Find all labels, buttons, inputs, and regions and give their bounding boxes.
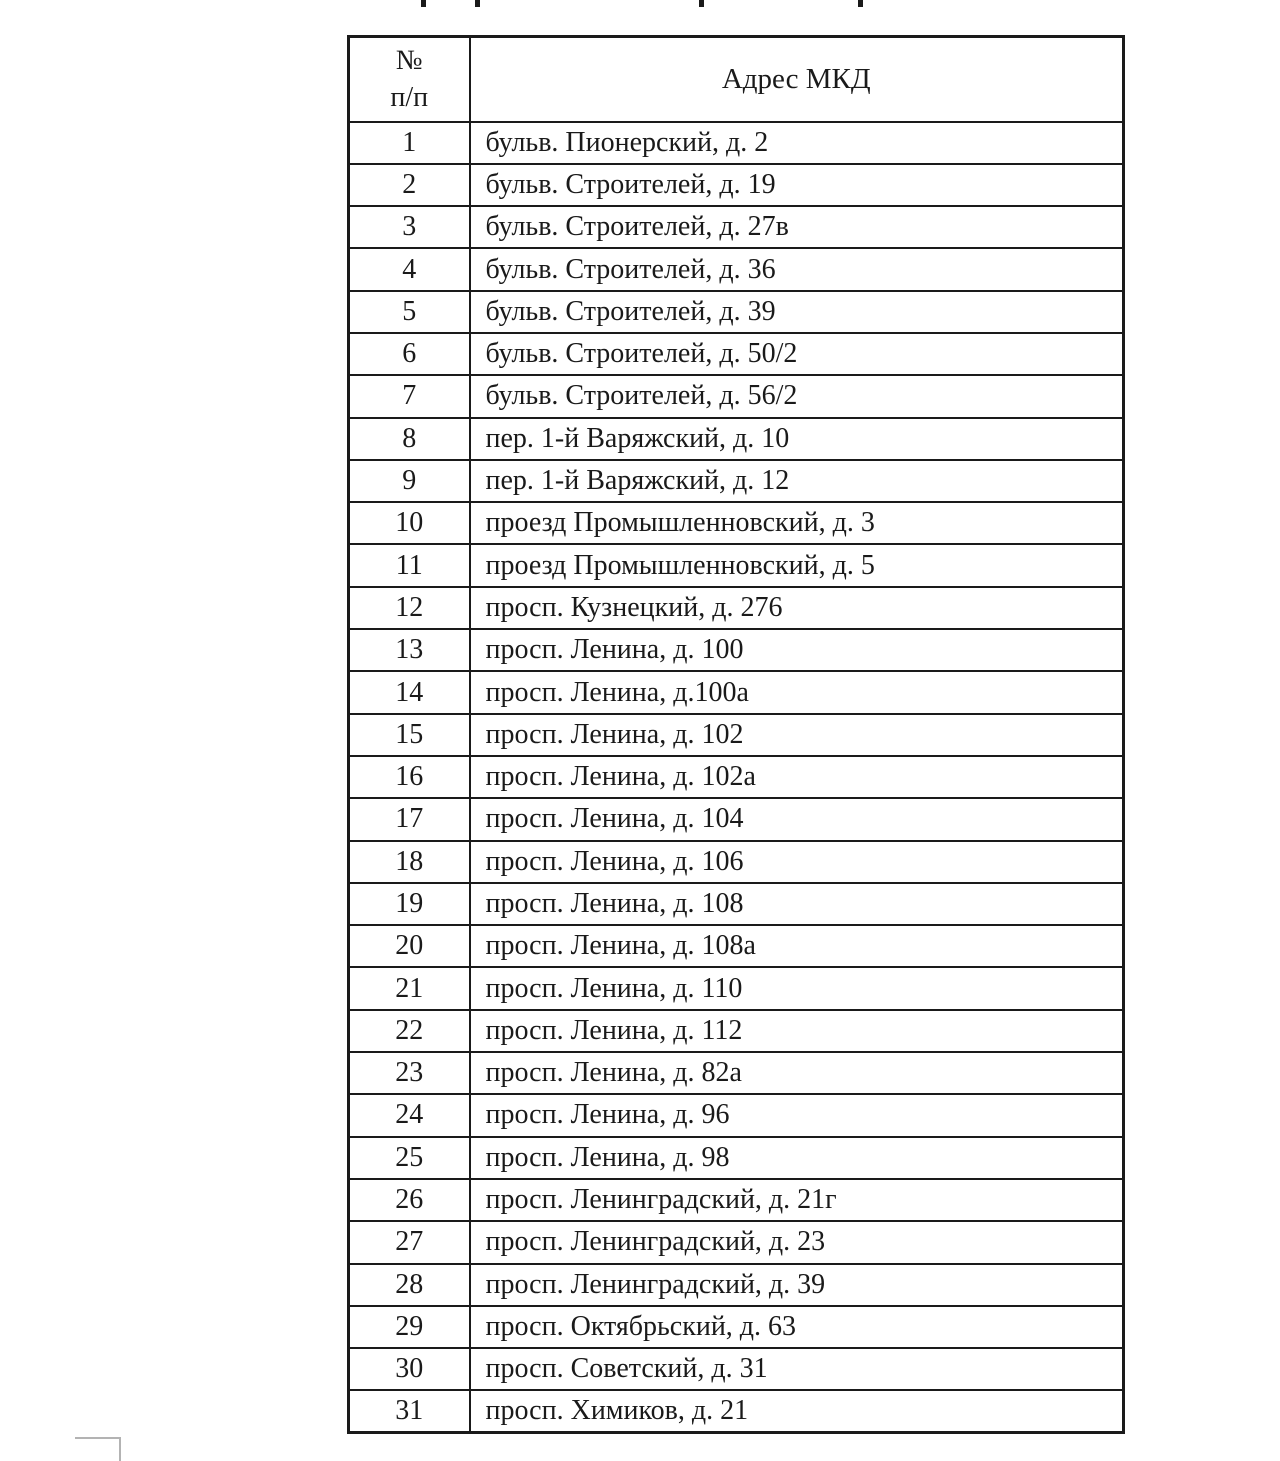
row-number-cell: 28 xyxy=(349,1264,470,1306)
row-address-cell: просп. Ленинградский, д. 39 xyxy=(470,1264,1124,1306)
row-address-cell: просп. Ленина, д. 106 xyxy=(470,841,1124,883)
row-number-cell: 25 xyxy=(349,1137,470,1179)
row-number-cell: 2 xyxy=(349,164,470,206)
header-address-cell: Адрес МКД xyxy=(470,37,1124,122)
row-address-cell: просп. Ленина, д. 108а xyxy=(470,925,1124,967)
row-number-cell: 23 xyxy=(349,1052,470,1094)
table-row xyxy=(349,291,1124,333)
row-address-cell: проезд Промышленновский, д. 3 xyxy=(470,502,1124,544)
table-row xyxy=(349,967,1124,1009)
table-header-row xyxy=(349,37,1124,122)
row-number-cell: 27 xyxy=(349,1221,470,1263)
row-address-cell: просп. Ленина, д. 108 xyxy=(470,883,1124,925)
table-row xyxy=(349,164,1124,206)
row-address-cell: бульв. Строителей, д. 27в xyxy=(470,206,1124,248)
row-number-cell: 5 xyxy=(349,291,470,333)
table-row xyxy=(349,1137,1124,1179)
row-number-cell: 15 xyxy=(349,714,470,756)
row-address-cell: просп. Советский, д. 31 xyxy=(470,1348,1124,1390)
row-number-cell: 9 xyxy=(349,460,470,502)
row-address-cell: просп. Ленина, д. 104 xyxy=(470,798,1124,840)
table-row xyxy=(349,587,1124,629)
cropped-title-fragment xyxy=(858,0,863,7)
row-number-cell: 18 xyxy=(349,841,470,883)
row-number-cell: 19 xyxy=(349,883,470,925)
table-row xyxy=(349,1221,1124,1263)
table-row xyxy=(349,841,1124,883)
text-boundary-corner-mark xyxy=(75,1437,121,1461)
table-row xyxy=(349,248,1124,290)
cropped-title-fragment xyxy=(699,0,704,7)
table-row xyxy=(349,1179,1124,1221)
row-number-cell: 24 xyxy=(349,1094,470,1136)
row-number-cell: 16 xyxy=(349,756,470,798)
row-number-cell: 13 xyxy=(349,629,470,671)
row-number-cell: 8 xyxy=(349,418,470,460)
table-row xyxy=(349,671,1124,713)
table-row xyxy=(349,206,1124,248)
row-address-cell: проезд Промышленновский, д. 5 xyxy=(470,544,1124,586)
row-number-cell: 20 xyxy=(349,925,470,967)
row-address-cell: бульв. Строителей, д. 39 xyxy=(470,291,1124,333)
header-number-line2: п/п xyxy=(390,82,429,114)
row-address-cell: просп. Ленина, д. 110 xyxy=(470,967,1124,1009)
table-row xyxy=(349,798,1124,840)
row-address-cell: просп. Ленина, д. 82а xyxy=(470,1052,1124,1094)
table-row xyxy=(349,333,1124,375)
table-row xyxy=(349,544,1124,586)
row-address-cell: просп. Химиков, д. 21 xyxy=(470,1390,1124,1432)
table-row xyxy=(349,122,1124,164)
row-number-cell: 31 xyxy=(349,1390,470,1432)
table-row xyxy=(349,460,1124,502)
header-number-line1: № xyxy=(395,45,423,77)
row-address-cell: бульв. Пионерский, д. 2 xyxy=(470,122,1124,164)
row-address-cell: просп. Ленина, д. 96 xyxy=(470,1094,1124,1136)
row-number-cell: 1 xyxy=(349,122,470,164)
row-number-cell: 3 xyxy=(349,206,470,248)
row-number-cell: 12 xyxy=(349,587,470,629)
row-number-cell: 22 xyxy=(349,1010,470,1052)
row-number-cell: 17 xyxy=(349,798,470,840)
row-number-cell: 11 xyxy=(349,544,470,586)
row-address-cell: бульв. Строителей, д. 36 xyxy=(470,248,1124,290)
row-number-cell: 10 xyxy=(349,502,470,544)
table-row xyxy=(349,629,1124,671)
table-row xyxy=(349,1094,1124,1136)
row-number-cell: 7 xyxy=(349,375,470,417)
table-row xyxy=(349,1010,1124,1052)
table-row xyxy=(349,1348,1124,1390)
table-row xyxy=(349,883,1124,925)
table-row xyxy=(349,418,1124,460)
cropped-title-fragment xyxy=(421,0,426,7)
row-address-cell: просп. Ленина, д. 112 xyxy=(470,1010,1124,1052)
row-address-cell: бульв. Строителей, д. 19 xyxy=(470,164,1124,206)
table-row xyxy=(349,1264,1124,1306)
table-row xyxy=(349,1052,1124,1094)
row-address-cell: просп. Ленина, д. 102а xyxy=(470,756,1124,798)
row-number-cell: 29 xyxy=(349,1306,470,1348)
row-number-cell: 4 xyxy=(349,248,470,290)
row-address-cell: пер. 1-й Варяжский, д. 10 xyxy=(470,418,1124,460)
row-address-cell: просп. Кузнецкий, д. 276 xyxy=(470,587,1124,629)
row-address-cell: просп. Ленинградский, д. 21г xyxy=(470,1179,1124,1221)
row-address-cell: бульв. Строителей, д. 50/2 xyxy=(470,333,1124,375)
row-number-cell: 14 xyxy=(349,671,470,713)
row-address-cell: просп. Ленина, д.100а xyxy=(470,671,1124,713)
table-row xyxy=(349,375,1124,417)
row-address-cell: просп. Ленина, д. 102 xyxy=(470,714,1124,756)
row-address-cell: бульв. Строителей, д. 56/2 xyxy=(470,375,1124,417)
row-address-cell: просп. Ленина, д. 100 xyxy=(470,629,1124,671)
row-address-cell: просп. Ленинградский, д. 23 xyxy=(470,1221,1124,1263)
table-row xyxy=(349,1390,1124,1432)
table-row xyxy=(349,502,1124,544)
table-row xyxy=(349,925,1124,967)
row-number-cell: 26 xyxy=(349,1179,470,1221)
row-address-cell: просп. Октябрьский, д. 63 xyxy=(470,1306,1124,1348)
row-number-cell: 6 xyxy=(349,333,470,375)
table-row xyxy=(349,714,1124,756)
row-address-cell: пер. 1-й Варяжский, д. 12 xyxy=(470,460,1124,502)
row-number-cell: 30 xyxy=(349,1348,470,1390)
row-address-cell: просп. Ленина, д. 98 xyxy=(470,1137,1124,1179)
table-row xyxy=(349,1306,1124,1348)
cropped-title-fragment xyxy=(475,0,480,7)
mkd-address-table xyxy=(347,35,1125,1434)
table-row xyxy=(349,756,1124,798)
header-number-cell xyxy=(349,37,470,122)
row-number-cell: 21 xyxy=(349,967,470,1009)
